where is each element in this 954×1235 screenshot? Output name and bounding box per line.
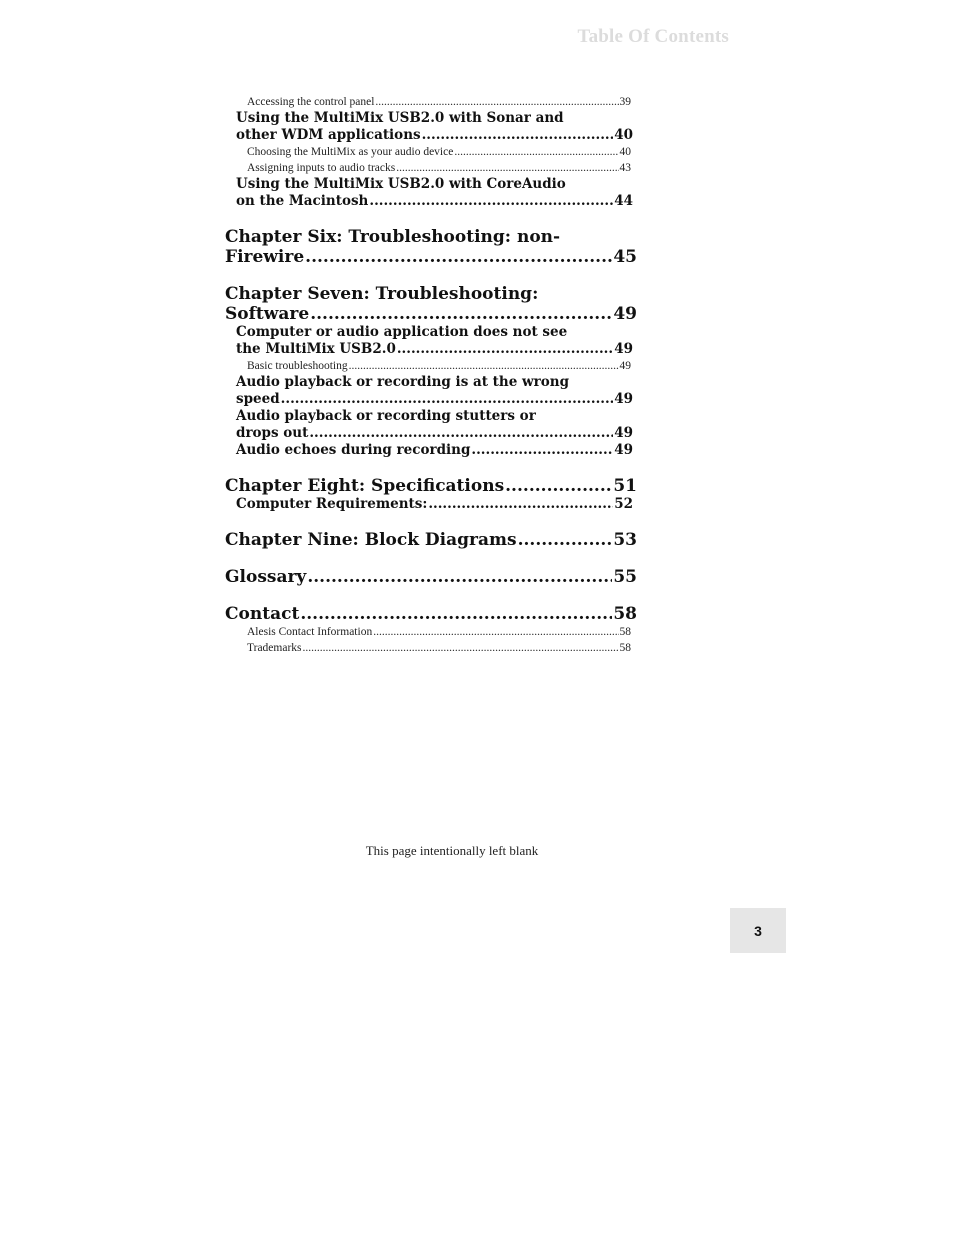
toc-entry-page: 49 bbox=[613, 304, 637, 324]
toc-entry[interactable] bbox=[224, 374, 633, 408]
toc-entry[interactable] bbox=[224, 640, 631, 656]
toc-entry[interactable] bbox=[224, 324, 633, 358]
dot-leader bbox=[369, 193, 613, 210]
dot-leader bbox=[397, 341, 613, 358]
toc-entry-title: on the Macintosh bbox=[236, 193, 369, 209]
dot-leader bbox=[307, 567, 612, 587]
toc-entry-title: Computer or audio application does not see bbox=[236, 324, 568, 340]
toc-entry-page: 44 bbox=[614, 193, 633, 209]
toc-entry-title: Chapter Seven: Troubleshooting: bbox=[225, 284, 539, 304]
toc-entry[interactable] bbox=[224, 160, 631, 176]
toc-entry[interactable] bbox=[224, 94, 631, 110]
toc-entry-title: Using the MultiMix USB2.0 with Sonar and bbox=[236, 110, 564, 126]
dot-leader bbox=[310, 304, 612, 324]
toc-entry-page: 49 bbox=[614, 391, 633, 407]
toc-entry-title: Glossary bbox=[225, 567, 307, 587]
toc-entry-title: speed bbox=[236, 391, 280, 407]
dot-leader bbox=[300, 604, 612, 624]
toc-entry-page: 45 bbox=[613, 247, 637, 267]
toc-entry-title: Chapter Eight: Specifications bbox=[225, 476, 505, 496]
toc-entry-title: Basic troubleshooting bbox=[247, 360, 348, 372]
toc-entry-page: 52 bbox=[614, 496, 633, 512]
toc-entry-title: Computer Requirements: bbox=[236, 496, 428, 512]
toc-entry[interactable] bbox=[224, 284, 637, 324]
dot-leader bbox=[349, 358, 619, 374]
toc-entry[interactable] bbox=[224, 110, 633, 144]
toc-entry[interactable] bbox=[224, 176, 633, 210]
dot-leader bbox=[454, 144, 618, 160]
toc-entry-page: 55 bbox=[613, 567, 637, 587]
toc-entry-title: Choosing the MultiMix as your audio device bbox=[247, 146, 454, 158]
toc-entry-page: 53 bbox=[613, 530, 637, 550]
toc-entry-title: Trademarks bbox=[247, 642, 302, 654]
dot-leader bbox=[305, 247, 612, 267]
toc-entry[interactable] bbox=[224, 144, 631, 160]
toc-entry[interactable] bbox=[224, 496, 633, 513]
toc-entry-title: Alesis Contact Information bbox=[247, 626, 373, 638]
toc-entry-title: Firewire bbox=[225, 247, 305, 267]
dot-leader bbox=[471, 442, 613, 459]
toc-entry[interactable] bbox=[224, 358, 631, 374]
toc-entry-title: Chapter Six: Troubleshooting: non- bbox=[225, 227, 561, 247]
toc-entry[interactable] bbox=[224, 530, 637, 550]
toc-entry-page: 49 bbox=[614, 442, 633, 458]
dot-leader bbox=[518, 530, 613, 550]
toc-entry-title: the MultiMix USB2.0 bbox=[236, 341, 396, 357]
toc-entry[interactable] bbox=[224, 408, 633, 442]
toc-entry-page: 51 bbox=[613, 476, 637, 496]
dot-leader bbox=[303, 640, 619, 656]
dot-leader bbox=[428, 496, 613, 513]
toc-entry-page: 58 bbox=[619, 626, 631, 638]
toc-entry-page: 49 bbox=[619, 360, 631, 372]
toc-entry[interactable] bbox=[224, 476, 637, 496]
toc-entry-title: Using the MultiMix USB2.0 with CoreAudio bbox=[236, 176, 566, 192]
toc-entry-title: Software bbox=[225, 304, 310, 324]
toc-entry-title: drops out bbox=[236, 425, 309, 441]
toc-entry[interactable] bbox=[224, 567, 637, 587]
table-of-contents bbox=[224, 94, 638, 656]
toc-entry-page: 58 bbox=[619, 642, 631, 654]
running-header-title: Table Of Contents bbox=[577, 26, 729, 47]
toc-entry-title: Contact bbox=[225, 604, 300, 624]
dot-leader bbox=[422, 127, 614, 144]
toc-entry[interactable] bbox=[224, 624, 631, 640]
dot-leader bbox=[281, 391, 614, 408]
toc-entry-title: Accessing the control panel bbox=[247, 96, 375, 108]
dot-leader bbox=[396, 160, 618, 176]
toc-entry-title: Chapter Nine: Block Diagrams bbox=[225, 530, 517, 550]
dot-leader bbox=[309, 425, 613, 442]
toc-entry-title: Assigning inputs to audio tracks bbox=[247, 162, 396, 174]
toc-entry[interactable] bbox=[224, 227, 637, 267]
toc-entry-page: 43 bbox=[619, 162, 631, 174]
toc-entry-page: 40 bbox=[619, 146, 631, 158]
toc-entry-page: 49 bbox=[614, 425, 633, 441]
toc-entry-page: 49 bbox=[614, 341, 633, 357]
toc-entry-page: 39 bbox=[619, 96, 631, 108]
toc-entry-title: Audio playback or recording stutters or bbox=[236, 408, 536, 424]
toc-entry-title: other WDM applications bbox=[236, 127, 421, 143]
toc-entry-page: 40 bbox=[614, 127, 633, 143]
blank-page-note: This page intentionally left blank bbox=[365, 843, 539, 858]
dot-leader bbox=[373, 624, 618, 640]
page-number-box bbox=[730, 908, 786, 953]
toc-entry-title: Audio echoes during recording bbox=[236, 442, 471, 458]
toc-entry[interactable] bbox=[224, 442, 633, 459]
dot-leader bbox=[505, 476, 612, 496]
dot-leader bbox=[375, 94, 618, 110]
toc-entry-title: Audio playback or recording is at the wrong bbox=[236, 374, 570, 390]
page-number: 3 bbox=[754, 922, 762, 939]
toc-entry[interactable] bbox=[224, 604, 637, 624]
toc-entry-page: 58 bbox=[613, 604, 637, 624]
